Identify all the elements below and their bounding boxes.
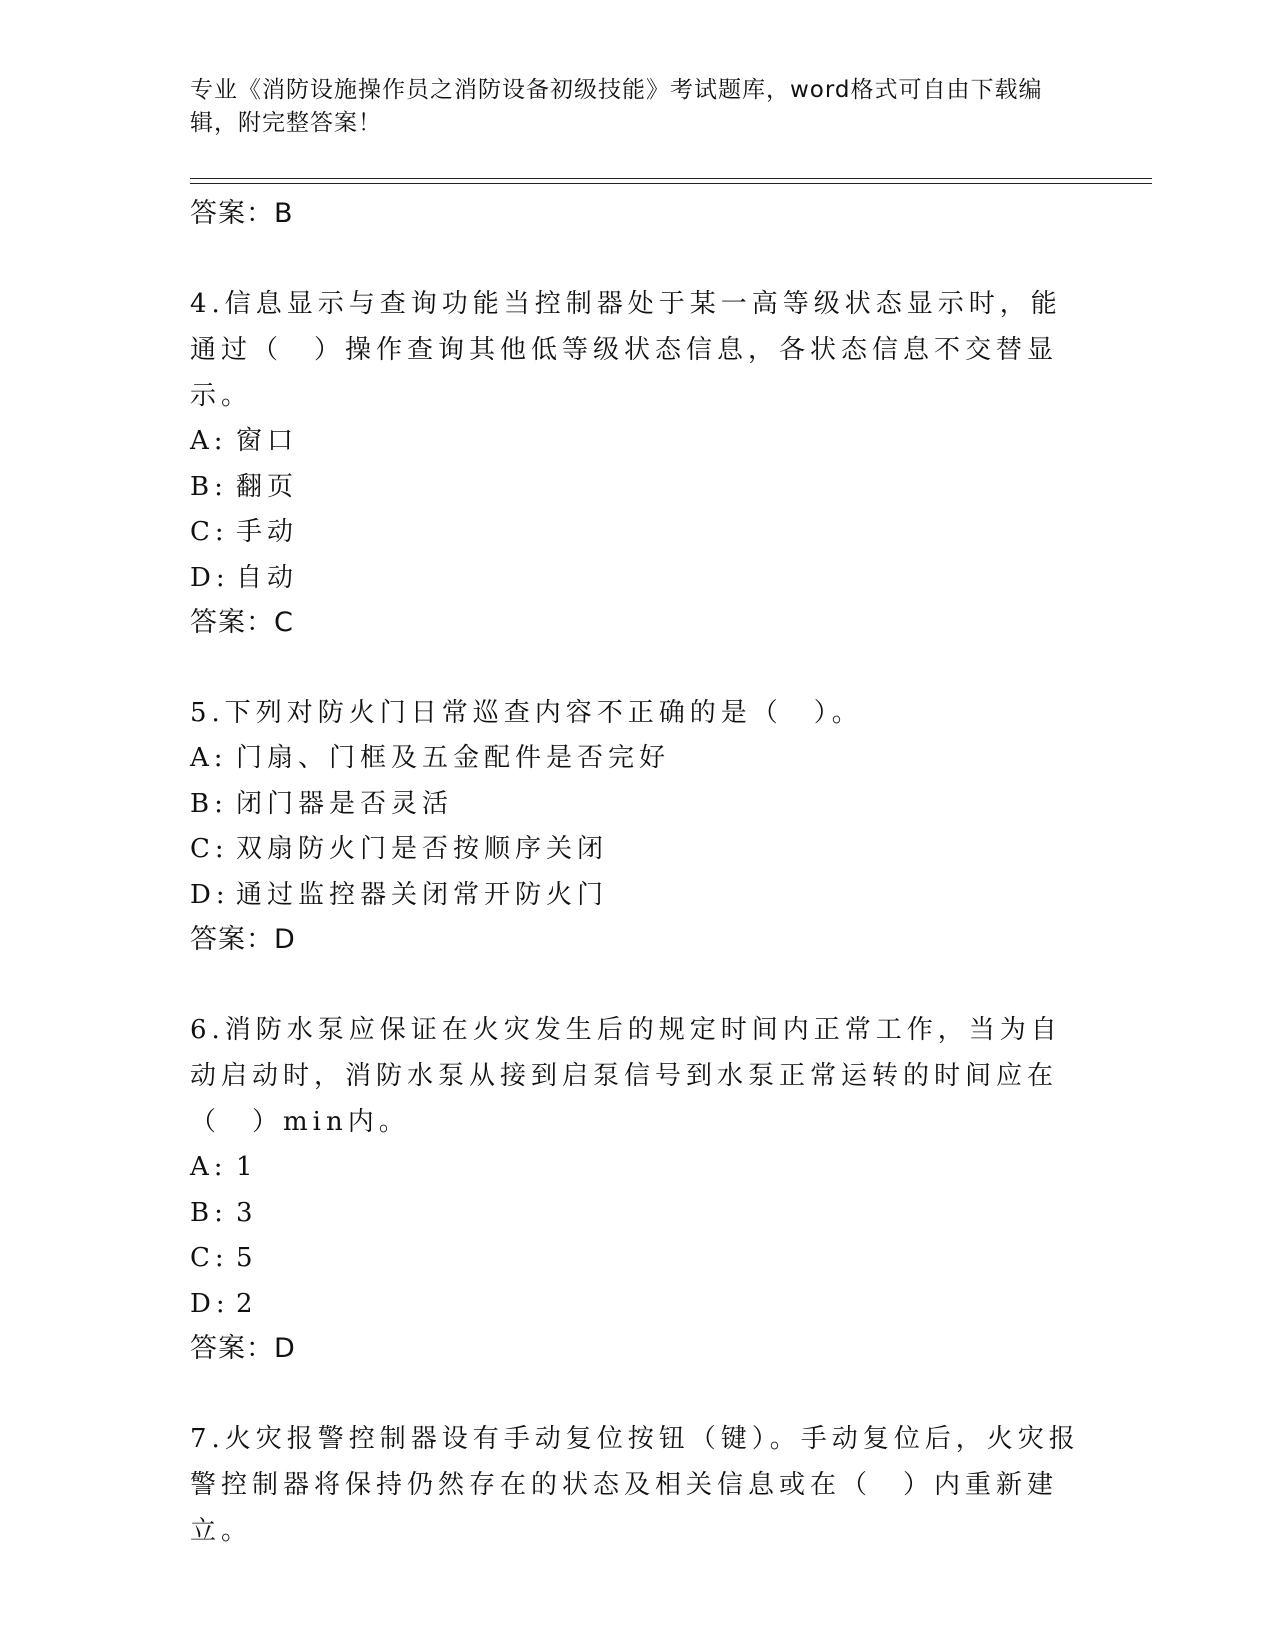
option-text: 翻页 — [236, 471, 299, 502]
option-text: 通过监控器关闭常开防火门 — [236, 879, 609, 910]
option-c — [190, 1236, 1090, 1282]
option-letter: D: — [190, 879, 230, 910]
answer-line — [190, 1327, 1090, 1370]
page-header: 专业《消防设施操作员之消防设备初级技能》考试题库，word格式可自由下载编辑，附完整答案！ — [190, 77, 1043, 136]
option-letter: A: — [190, 743, 228, 773]
option-b — [190, 782, 1090, 828]
answer-line — [190, 918, 1090, 961]
answer-prefix: 答案： — [190, 924, 274, 955]
option-d — [190, 556, 1090, 602]
header-divider-top — [190, 178, 1152, 179]
option-a — [190, 1145, 1090, 1191]
question-list — [190, 192, 1090, 1554]
option-b — [190, 465, 1090, 511]
option-letter: B: — [190, 471, 228, 502]
option-text: 1 — [236, 1152, 258, 1182]
option-c — [190, 827, 1090, 873]
option-letter: A: — [190, 426, 228, 456]
question-stem: 6.消防水泵应保证在火灾发生后的规定时间内正常工作，当为自动启动时，消防水泵从接到启泵信号到水泵正常运转的时间应在（ ）min内。 — [190, 1015, 1062, 1137]
question-block — [190, 1007, 1090, 1370]
option-text: 双扇防火门是否按顺序关闭 — [236, 834, 609, 864]
option-letter: B: — [190, 788, 228, 819]
option-d — [190, 873, 1090, 919]
question-stem: 5.下列对防火门日常巡查内容不正确的是（ ）。 — [190, 698, 863, 728]
answer-value: B — [274, 198, 294, 229]
answer-line — [190, 601, 1090, 644]
option-letter: B: — [190, 1197, 228, 1228]
question-block — [190, 690, 1090, 961]
option-text: 自动 — [236, 562, 299, 593]
option-letter: C: — [190, 834, 229, 864]
answer-prefix: 答案： — [190, 198, 274, 229]
option-c — [190, 510, 1090, 556]
option-text: 3 — [236, 1197, 258, 1228]
answer-value: C — [274, 607, 294, 638]
answer-line — [190, 192, 1090, 235]
option-letter: A: — [190, 1152, 228, 1182]
option-text: 闭门器是否灵活 — [236, 788, 454, 819]
option-letter: D: — [190, 562, 230, 593]
option-letter: D: — [190, 1288, 230, 1319]
option-text: 5 — [236, 1243, 258, 1273]
option-d — [190, 1282, 1090, 1328]
option-text: 门扇、门框及五金配件是否完好 — [236, 743, 671, 773]
option-a — [190, 736, 1090, 782]
option-b — [190, 1191, 1090, 1237]
option-text: 2 — [236, 1288, 258, 1319]
answer-prefix: 答案： — [190, 607, 274, 638]
option-letter: C: — [190, 517, 229, 547]
answer-prefix: 答案： — [190, 1333, 274, 1364]
option-text: 手动 — [236, 517, 299, 547]
question-stem: 4.信息显示与查询功能当控制器处于某一高等级状态显示时，能通过（ ）操作查询其他低等级状态信息，各状态信息不交替显示。 — [190, 289, 1062, 411]
option-text: 窗口 — [236, 426, 299, 456]
option-a — [190, 419, 1090, 465]
answer-value: D — [274, 924, 296, 955]
header-divider-bottom — [190, 183, 1152, 184]
question-stem: 7.火灾报警控制器设有手动复位按钮（键）。手动复位后，火灾报警控制器将保持仍然存在的状态及相关信息或在（ ）内重新建立。 — [190, 1424, 1080, 1546]
answer-value: D — [274, 1333, 296, 1364]
question-block — [190, 281, 1090, 644]
question-block — [190, 1416, 1090, 1554]
option-letter: C: — [190, 1243, 229, 1273]
